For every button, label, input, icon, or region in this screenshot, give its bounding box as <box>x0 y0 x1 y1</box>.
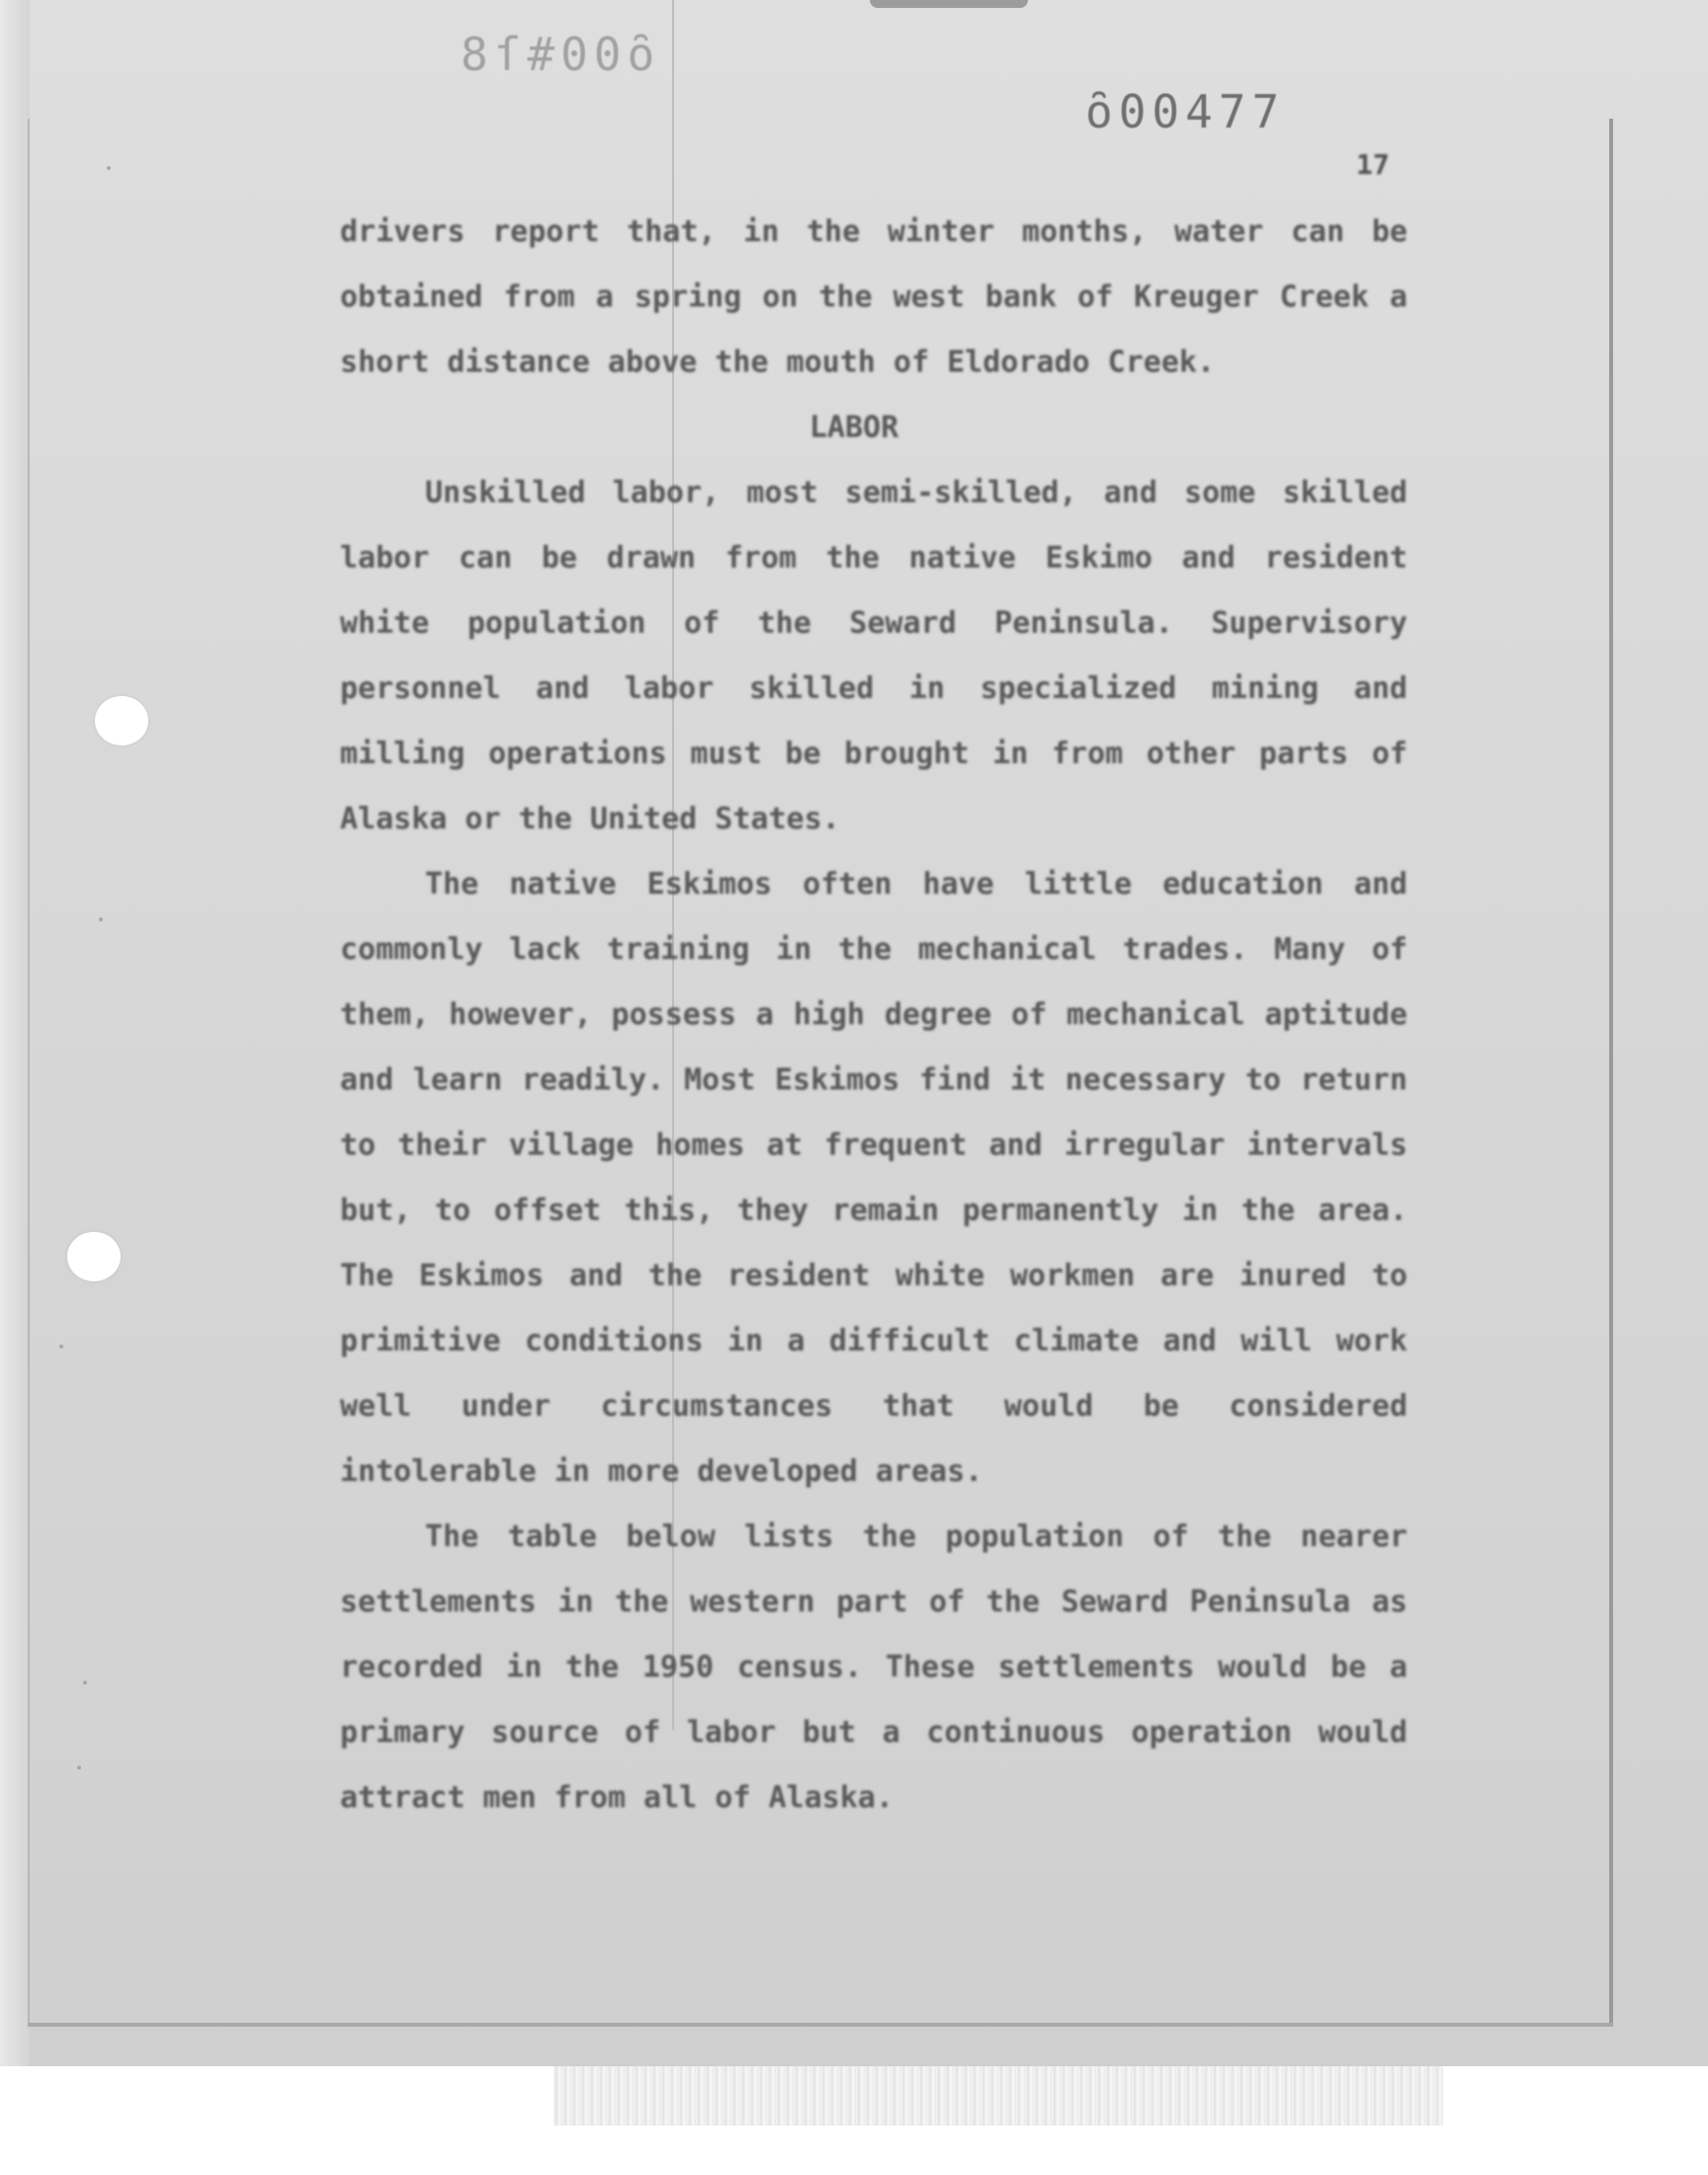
dust-speck <box>77 1766 81 1770</box>
paragraph-water-source: drivers report that, in the winter months, water can be obtained from a spring on the west bank of Kreuger Creek a short distance above the mouth of Eldorado Creek. <box>340 215 1408 380</box>
dust-speck <box>83 1681 87 1685</box>
scanner-artifact-band <box>554 2066 1443 2126</box>
punch-hole-upper <box>95 696 148 745</box>
paragraph-population-table-intro: The table below lists the population of the nearer settlements in the western part of the Seward Peninsula as recorded in the 1950 census. These settlements would be a primary source of labor but a continuous operation would attract men from all of Alaska. <box>340 1520 1408 1815</box>
document-body <box>340 200 1408 1831</box>
dust-speck <box>59 1345 63 1348</box>
section-heading-labor: LABOR <box>809 410 899 445</box>
page-edge-bottom <box>28 2023 1613 2027</box>
dust-speck <box>107 166 111 170</box>
scan-left-margin <box>0 0 30 2066</box>
old-serial-stamp: 8ſ#00ȏ <box>461 28 661 81</box>
top-shadow <box>870 0 1028 8</box>
page-edge-left <box>28 119 30 2025</box>
page-edge-right <box>1609 119 1613 2027</box>
paragraph-labor-sources: Unskilled labor, most semi-skilled, and some skilled labor can be drawn from the native Eskimo and resident white population of the Seward Peninsula. Supervisory personnel and labor skilled in specialized mining and milling operations must be brought in from other parts of Alaska or the United States. <box>340 476 1408 836</box>
dust-speck <box>99 917 103 921</box>
punch-hole-lower <box>67 1232 121 1281</box>
serial-number-stamp: ȏ00477 <box>1085 85 1286 138</box>
page-number: 17 <box>1356 148 1390 181</box>
paragraph-eskimo-workers: The native Eskimos often have little education and commonly lack training in the mechanical trades. Many of them, however, possess a high degree of mechanical aptitude and learn readily. Most Eskimos find it necessary to return to their village homes at frequent and irregular intervals but, to offset this, they remain permanently in the area. The Eskimos and the resident white workmen are inured to primitive conditions in a difficult climate and will work well under circumstances that would be considered intolerable in more developed areas. <box>340 867 1408 1489</box>
